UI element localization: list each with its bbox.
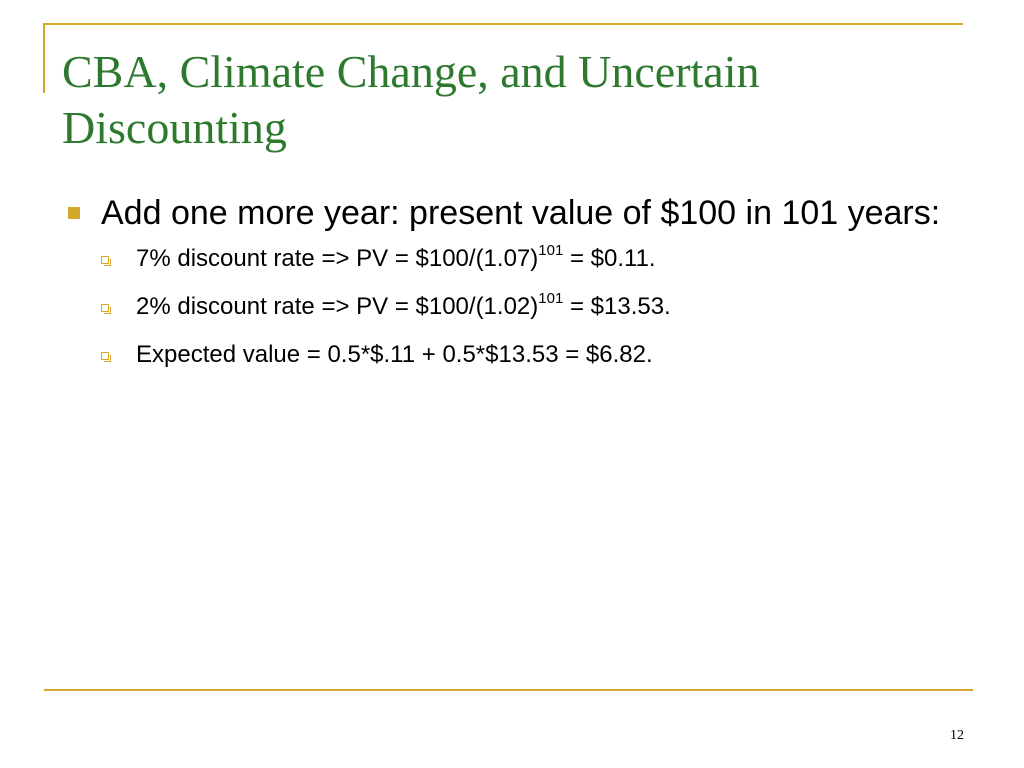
slide-content [62,190,962,386]
page-number: 12 [950,728,964,743]
exponent: 101 [538,290,564,307]
sub-bullet-text: 7% discount rate => PV = $100/(1.07) [136,245,539,272]
sub-bullet-text: 2% discount rate => PV = $100/(1.02) [136,293,539,320]
sub-bullet-item [62,242,962,276]
left-rule [43,23,45,93]
sub-bullet-list [62,242,962,372]
sub-bullet-text-suffix: = $13.53. [563,293,671,320]
square-bullet-icon [68,207,80,219]
hollow-square-bullet-icon [101,304,109,312]
slide-title: CBA, Climate Change, and Uncertain Discounting [62,46,760,153]
hollow-square-bullet-icon [101,256,109,264]
main-bullet-text: Add one more year: present value of $100 in 101 years: [101,194,941,232]
main-bullet [62,190,962,236]
sub-bullet-text: Expected value = 0.5*$.11 + 0.5*$13.53 = $6.82. [136,341,653,368]
top-rule [44,23,963,25]
sub-bullet-text-suffix: = $0.11. [563,245,656,272]
exponent: 101 [538,242,564,259]
hollow-square-bullet-icon [101,352,109,360]
sub-bullet-item [62,338,962,372]
sub-bullet-item [62,290,962,324]
bottom-rule [44,689,973,691]
